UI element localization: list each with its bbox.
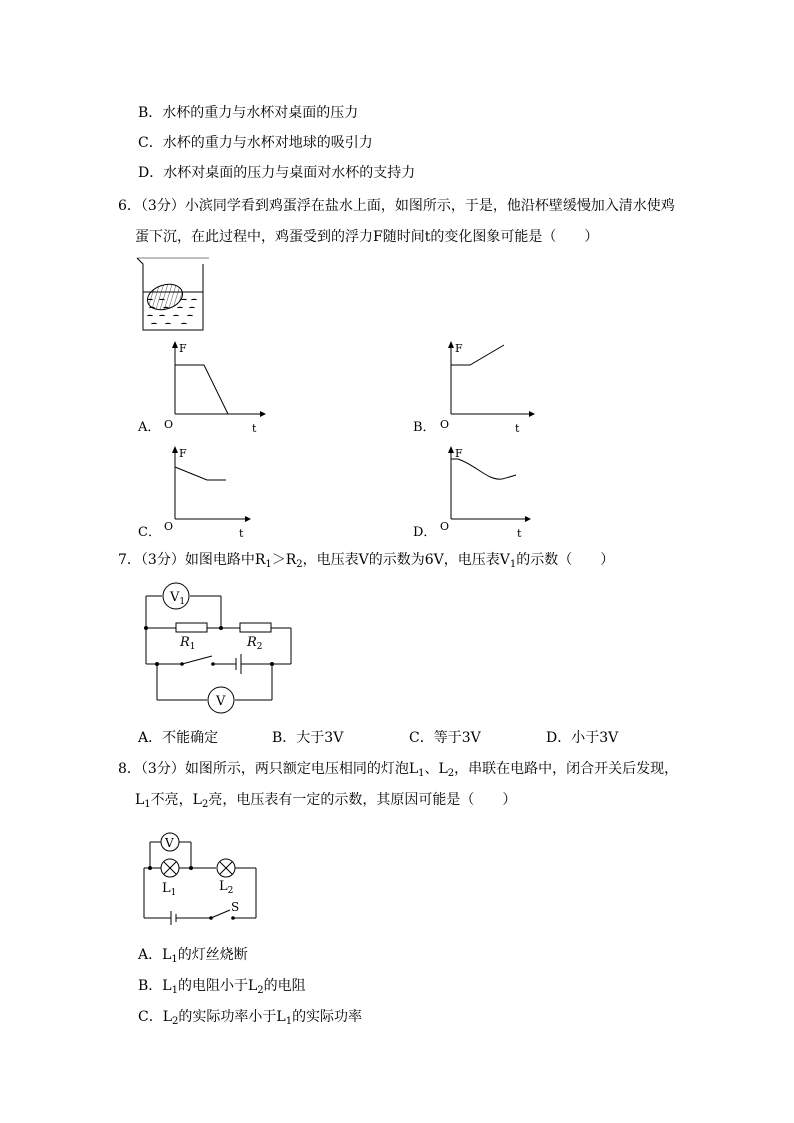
q8-stem-line2: $L_1$不亮，$L_2$亮，电压表有一定的示数，其原因可能是（ ） [135, 792, 517, 810]
q5-option-d: D．水杯对桌面的压力与桌面对水杯的支持力 [138, 165, 416, 181]
v1-label: $V_1$ [170, 590, 186, 607]
axis-f: F [179, 342, 187, 355]
q6-graph-d [436, 445, 546, 540]
q6-option-a-letter: A． [138, 420, 161, 435]
axis-o: O [440, 418, 450, 431]
s-label: S [231, 900, 240, 914]
q5-option-b: B．水杯的重力与水杯对桌面的压力 [138, 105, 359, 121]
beaker-egg-figure [135, 254, 215, 334]
q7-option-a: A．不能确定 [138, 730, 219, 746]
r2-label: $R_2$ [247, 635, 263, 652]
v-label: V [216, 694, 226, 709]
q8-option-b: B．$L_1$的电阻小于$L_2$的电阻 [138, 978, 306, 996]
axis-f: F [179, 447, 187, 460]
axis-t: t [252, 422, 257, 435]
q7-option-c: C．等于3V [409, 730, 481, 746]
axis-t: t [515, 422, 520, 435]
axis-o: O [164, 520, 174, 533]
axis-o: O [164, 418, 174, 431]
axis-f: F [455, 342, 463, 355]
q6-stem-line2: 蛋下沉，在此过程中，鸡蛋受到的浮力F随时间t的变化图象可能是（ ） [135, 229, 599, 245]
q5-option-c: C．水杯的重力与水杯对地球的吸引力 [138, 135, 373, 151]
l1-label: $L_1$ [162, 881, 177, 898]
q7-stem: 7．（3分）如图电路中$R_1>R_2$，电压表V的示数为6V，电压表$V_1$的示数（ ） [118, 552, 615, 570]
q6-option-d-letter: D． [413, 525, 437, 540]
q8-stem-line1: 8．（3分）如图所示，两只额定电压相同的灯泡$L_1$、$L_2$，串联在电路中，闭合开关后发现， [118, 761, 679, 779]
q6-stem-line1: 6．（3分）小滨同学看到鸡蛋浮在盐水上面，如图所示，于是，他沿杯壁缓慢加入清水使鸡 [118, 198, 675, 214]
q7-circuit [140, 582, 300, 712]
axis-t: t [239, 527, 244, 540]
v-label: V [165, 836, 174, 850]
l2-label: $L_2$ [219, 879, 234, 896]
q7-option-b: B．大于3V [272, 730, 344, 746]
q8-option-a: A．$L_1$的灯丝烧断 [138, 947, 248, 965]
axis-t: t [517, 527, 522, 540]
q6-graph-a [160, 340, 270, 435]
q6-graph-b [436, 340, 546, 435]
r1-label: $R_1$ [180, 635, 196, 652]
q6-option-b-letter: B． [413, 420, 436, 435]
axis-f: F [455, 447, 463, 460]
axis-o: O [440, 520, 450, 533]
q6-graph-c [160, 445, 270, 540]
q8-circuit [140, 820, 270, 930]
q6-option-c-letter: C． [138, 525, 161, 540]
q7-option-d: D．小于3V [546, 730, 619, 746]
q8-option-c: C．$L_2$的实际功率小于$L_1$的实际功率 [138, 1009, 363, 1027]
